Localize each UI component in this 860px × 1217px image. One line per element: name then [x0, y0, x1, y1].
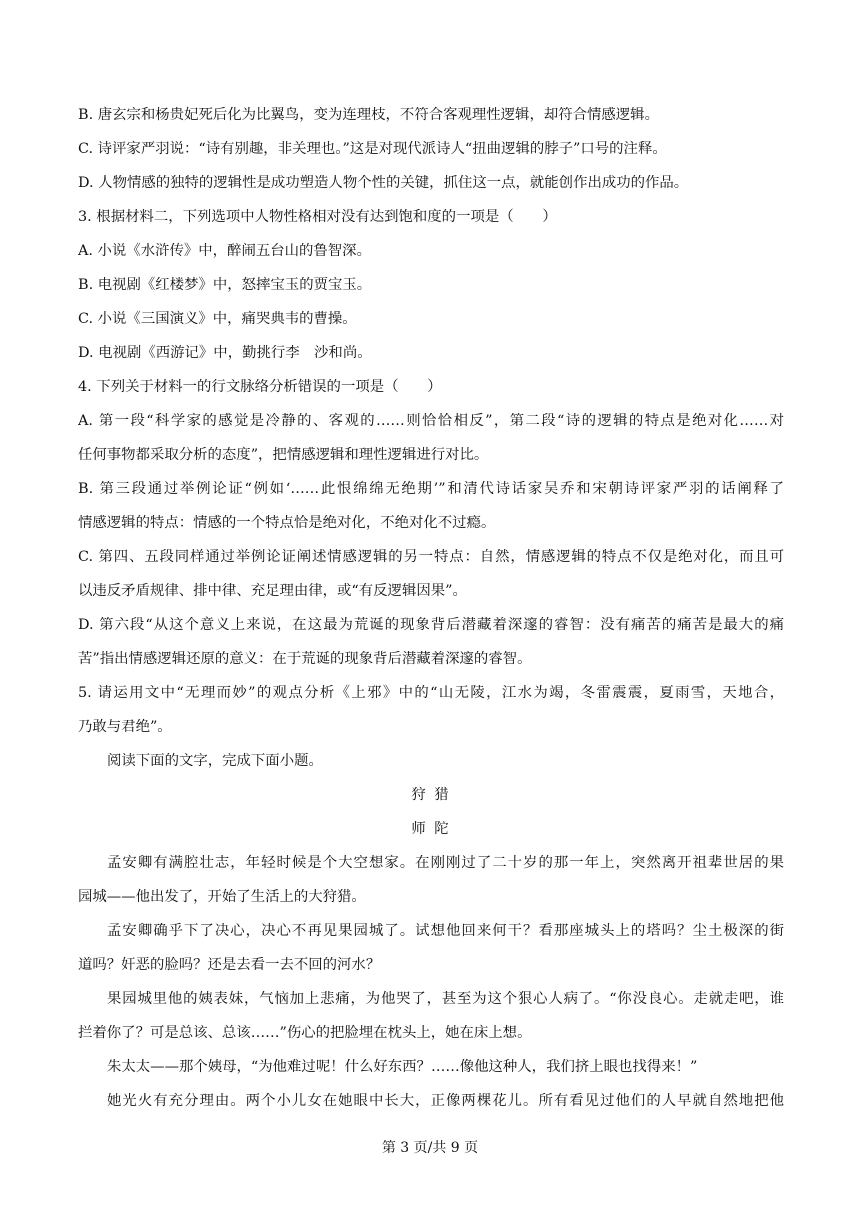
paragraph-2-line1: 孟安卿确乎下了决心，决心不再见果园城了。试想他回来何干？看那座城头上的塔吗？尘土极深的街 [107, 923, 784, 939]
question-4-option-c-line2: 以违反矛盾规律、排中律、充足理由律，或“有反逻辑因果”。 [78, 583, 467, 599]
question-4-option-a-line2: 任何事物都采取分析的态度”，把情感逻辑和理性逻辑进行对比。 [78, 447, 489, 463]
article-author: 师 陀 [411, 821, 451, 837]
question-4-option-d-line1: D. 第六段“从这个意义上来说，在这最为荒诞的现象背后潜藏着深邃的睿智：没有痛苦的痛苦是最大的痛 [78, 617, 784, 633]
page-footer: 第 3 页/共 9 页 [381, 1140, 479, 1156]
question-4-option-b-line2: 情感逻辑的特点：情感的一个特点恰是绝对化，不绝对化不过瘾。 [78, 515, 496, 531]
paragraph-1-line2: 园城——他出发了，开始了生活上的大狩猎。 [78, 889, 366, 905]
question-5-line2: 乃敢与君绝”。 [78, 719, 172, 735]
question-3-option-b: B. 电视剧《红楼梦》中，怒摔宝玉的贾宝玉。 [78, 277, 372, 293]
paragraph-2-line2: 道吗？奸恶的脸吗？还是去看一去不回的河水？ [78, 957, 381, 973]
question-3: 3. 根据材料二，下列选项中人物性格相对没有达到饱和度的一项是（ ） [78, 209, 557, 225]
question-4-option-a-line1: A. 第一段“科学家的感觉是冷静的、客观的……则恰恰相反”，第二段“诗的逻辑的特点是绝对化……对 [78, 413, 784, 429]
option-c-text: C. 诗评家严羽说：“诗有别趣，非关理也。”这是对现代派诗人“扭曲逻辑的脖子”口号的注释。 [78, 141, 667, 157]
paragraph-3-line1: 果园城里他的姨表妹，气恼加上悲痛，为他哭了，甚至为这个狠心人病了。“你没良心。走就走吧，谁 [107, 991, 784, 1007]
option-b-text: B. 唐玄宗和杨贵妃死后化为比翼鸟，变为连理枝，不符合客观理性逻辑，却符合情感逻辑。 [78, 107, 659, 123]
paragraph-4: 朱太太——那个姨母，“为他难过呢！什么好东西？……像他这种人，我们挤上眼也找得来！” [107, 1059, 698, 1075]
question-3-option-c: C. 小说《三国演义》中，痛哭典韦的曹操。 [78, 311, 357, 327]
question-5-line1: 5. 请运用文中“无理而妙”的观点分析《上邪》中的“山无陵，江水为竭，冬雷震震，夏雨雪，天地合， [78, 685, 784, 701]
question-4-option-c-line1: C. 第四、五段同样通过举例论证阐述情感逻辑的另一特点：自然，情感逻辑的特点不仅是绝对化，而且可 [78, 549, 784, 565]
paragraph-3-line2: 拦着你了？可是总该、总该……”伤心的把脸埋在枕头上，她在床上想。 [78, 1025, 532, 1041]
paragraph-5: 她光火有充分理由。两个小儿女在她眼中长大，正像两棵花儿。所有看见过他们的人早就自然地把他 [107, 1093, 784, 1109]
reading-instruction: 阅读下面的文字，完成下面小题。 [107, 753, 323, 769]
article-title: 狩 猎 [411, 787, 451, 803]
question-3-option-d: D. 电视剧《西游记》中，勤挑行李 沙和尚。 [78, 345, 372, 361]
question-4: 4. 下列关于材料一的行文脉络分析错误的一项是（ ） [78, 379, 442, 395]
paragraph-1-line1: 孟安卿有满腔壮志，年轻时候是个大空想家。在刚刚过了二十岁的那一年上，突然离开祖辈世居的果 [107, 855, 784, 871]
question-4-option-b-line1: B. 第三段通过举例论证“例如‘……此恨绵绵无绝期’”和清代诗话家吴乔和宋朝诗评家严羽的话阐释了 [78, 481, 784, 497]
question-4-option-d-line2: 苦”指出情感逻辑还原的意义：在于荒诞的现象背后潜藏着深邃的睿智。 [78, 651, 532, 667]
option-d-text: D. 人物情感的独特的逻辑性是成功塑造人物个性的关键，抓住这一点，就能创作出成功的作品。 [78, 175, 689, 191]
question-3-option-a: A. 小说《水浒传》中，醉闹五台山的鲁智深。 [78, 243, 371, 259]
